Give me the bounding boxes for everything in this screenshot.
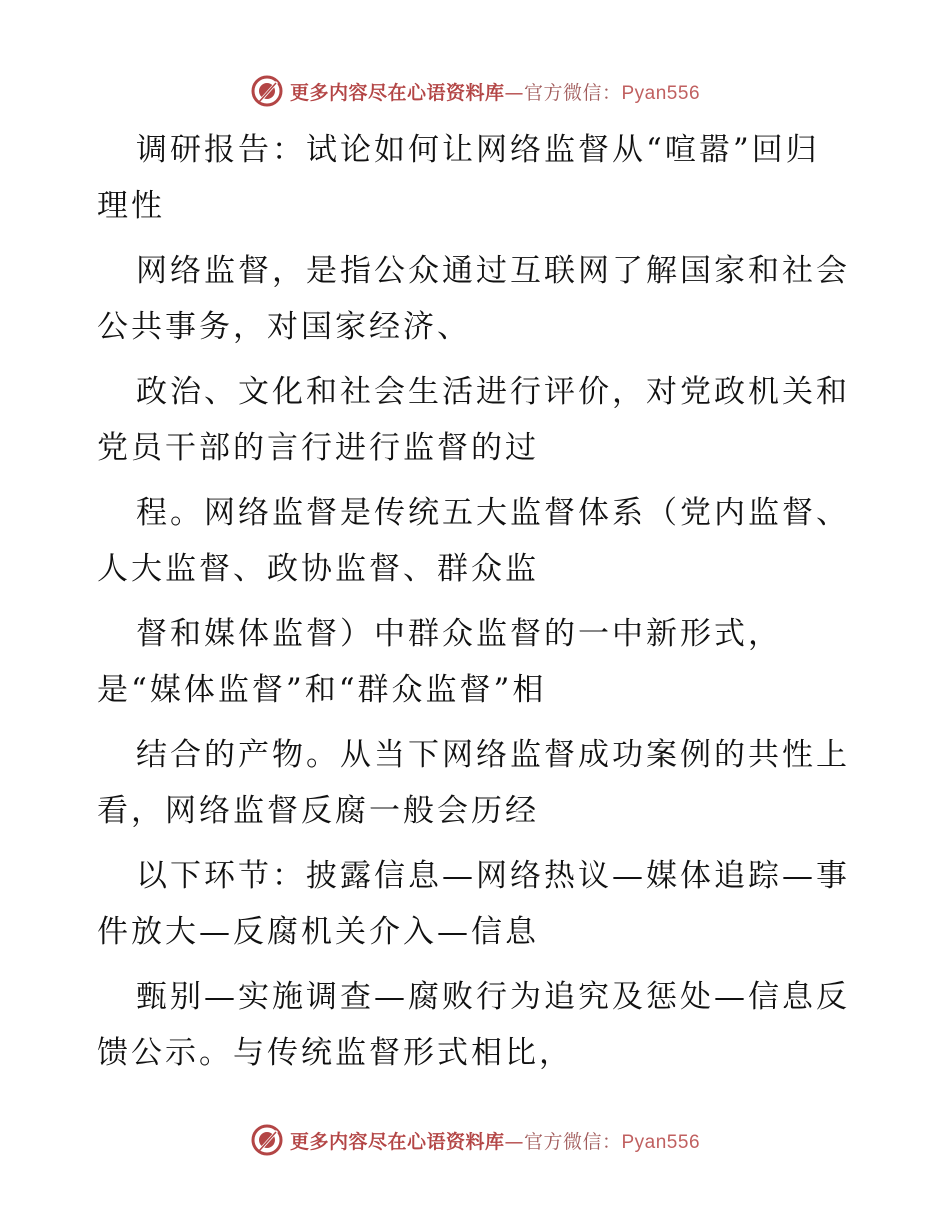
paragraph — [97, 606, 857, 718]
watermark-text — [290, 78, 700, 105]
paragraph — [97, 485, 857, 597]
paragraph-line: 理性 — [97, 188, 165, 224]
paragraph — [97, 969, 857, 1081]
paragraph-line: 结合的产物。从当下网络监督成功案例的共性上 — [136, 737, 850, 773]
paragraph — [97, 364, 857, 476]
paragraph-line: 政治、文化和社会生活进行评价，对党政机关和 — [136, 374, 850, 410]
paragraph-line: 网络监督，是指公众通过互联网了解国家和社会 — [136, 253, 850, 289]
watermark-main: 更多内容尽在心语资料库 — [289, 1130, 505, 1153]
watermark-sub: 官方微信： — [523, 81, 622, 104]
watermark-main: 更多内容尽在心语资料库 — [289, 81, 505, 104]
paragraph-line: 甄别—实施调查—腐败行为追究及惩处—信息反 — [136, 979, 850, 1015]
paragraph-line: 公共事务，对国家经济、 — [97, 309, 471, 345]
footer-watermark — [0, 1120, 950, 1160]
watermark-separator: — — [504, 81, 524, 104]
paragraph-line: 以下环节：披露信息—网络热议—媒体追踪—事 — [136, 858, 850, 894]
paragraph-title — [97, 122, 857, 234]
paragraph-line: 程。网络监督是传统五大监督体系（党内监督、 — [136, 495, 850, 531]
watermark-sub: 官方微信： — [523, 1130, 622, 1153]
paragraph-line: 看，网络监督反腐一般会历经 — [97, 793, 539, 829]
paragraph-line: 党员干部的言行进行监督的过 — [97, 430, 539, 466]
paragraph — [97, 243, 857, 355]
watermark-id: Pyan556 — [621, 82, 701, 104]
paragraph-line: 是“媒体监督”和“群众监督”相 — [97, 672, 547, 708]
paragraph-line: 馈公示。与传统监督形式相比， — [97, 1035, 573, 1071]
paragraph — [97, 848, 857, 960]
watermark-text — [290, 1127, 700, 1154]
paragraph-line: 人大监督、政协监督、群众监 — [97, 551, 539, 587]
stamp-logo-icon — [250, 1123, 284, 1157]
watermark-id: Pyan556 — [621, 1131, 701, 1153]
watermark-separator: — — [504, 1130, 524, 1153]
paragraph — [97, 727, 857, 839]
header-watermark — [0, 71, 950, 111]
stamp-logo-icon — [250, 74, 284, 108]
paragraph-line: 件放大—反腐机关介入—信息 — [97, 914, 539, 950]
paragraph-line: 督和媒体监督）中群众监督的一中新形式， — [136, 616, 782, 652]
paragraph-line: 调研报告：试论如何让网络监督从“喧嚣”回归 — [136, 132, 820, 168]
document-body — [97, 122, 857, 1090]
